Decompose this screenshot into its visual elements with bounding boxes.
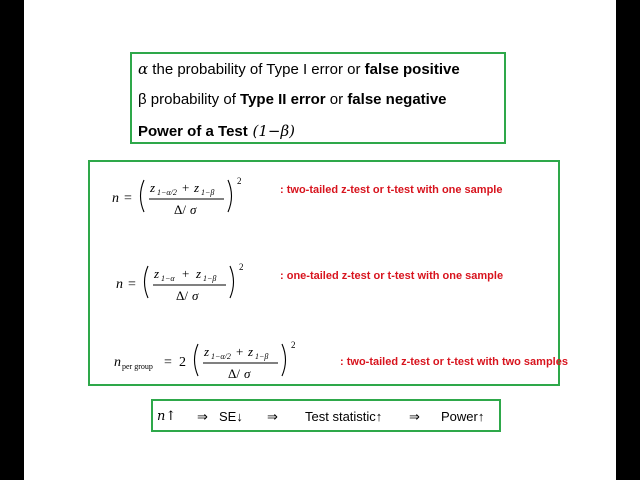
chain-power: Power↑ [441,409,485,424]
svg-text:Δ/: Δ/ [174,202,186,217]
formula-1 [110,168,260,224]
svg-text:+: + [182,180,190,195]
svg-text:per group: per group [122,362,153,371]
false-negative-label: false negative [347,91,447,108]
power-label: Power of a Test [138,123,248,140]
svg-text:σ: σ [244,366,251,381]
slide [24,0,616,480]
svg-text:2: 2 [237,176,242,186]
svg-text:z: z [204,344,210,359]
svg-text:2: 2 [291,340,296,350]
formula-3-note: : two-tailed z-test or t-test with two samples [340,356,568,368]
svg-text:z: z [194,180,200,195]
svg-text:n: n [112,191,119,206]
svg-text:Δ/: Δ/ [228,366,240,381]
svg-text:1−α/2: 1−α/2 [157,188,177,197]
false-positive-label: false positive [364,61,460,78]
svg-text:+: + [182,266,190,281]
svg-text:2: 2 [239,262,244,272]
svg-text:=: = [164,355,172,370]
chain-n: n↑ [157,409,177,424]
svg-text:z: z [154,266,160,281]
type-ii-label: Type II error [240,91,326,108]
svg-text:n: n [116,277,123,292]
svg-text:1−β: 1−β [203,274,217,283]
power-chain-box [151,399,501,432]
beta-text: probability of [146,91,241,108]
definitions-box [130,52,506,144]
svg-text:Δ/: Δ/ [176,288,188,303]
svg-text:z: z [248,344,254,359]
svg-text:1−α/2: 1−α/2 [211,352,231,361]
svg-text:=: = [124,191,132,206]
chain-arrow-1: ⇒ [197,409,208,424]
svg-text:σ: σ [190,202,197,217]
chain-arrow-2: ⇒ [267,409,278,424]
formula-1-note: : two-tailed z-test or t-test with one sample [280,184,503,196]
beta-or: or [325,91,348,108]
alpha-definition [138,60,460,78]
chain-arrow-3: ⇒ [409,409,420,424]
svg-text:1−β: 1−β [255,352,269,361]
beta-definition [138,91,447,108]
svg-text:n: n [114,355,121,370]
svg-text:z: z [196,266,202,281]
svg-text:=: = [128,277,136,292]
svg-text:z: z [150,180,156,195]
svg-text:2: 2 [179,355,186,370]
svg-text:1−β: 1−β [201,188,215,197]
svg-text:1−α: 1−α [161,274,175,283]
power-formula: (1−β) [247,122,296,140]
alpha-symbol: α [138,60,149,78]
alpha-text: the probability of Type I error or [148,61,365,78]
formula-3 [112,336,332,386]
chain-se: SE↓ [219,409,243,424]
formulas-box [88,160,568,386]
power-definition [138,122,295,140]
beta-symbol: β [138,91,147,108]
formula-2 [114,254,264,310]
formula-2-note: : one-tailed z-test or t-test with one sample [280,270,504,282]
svg-text:σ: σ [192,288,199,303]
chain-test-statistic: Test statistic↑ [305,409,383,424]
svg-text:+: + [236,344,244,359]
